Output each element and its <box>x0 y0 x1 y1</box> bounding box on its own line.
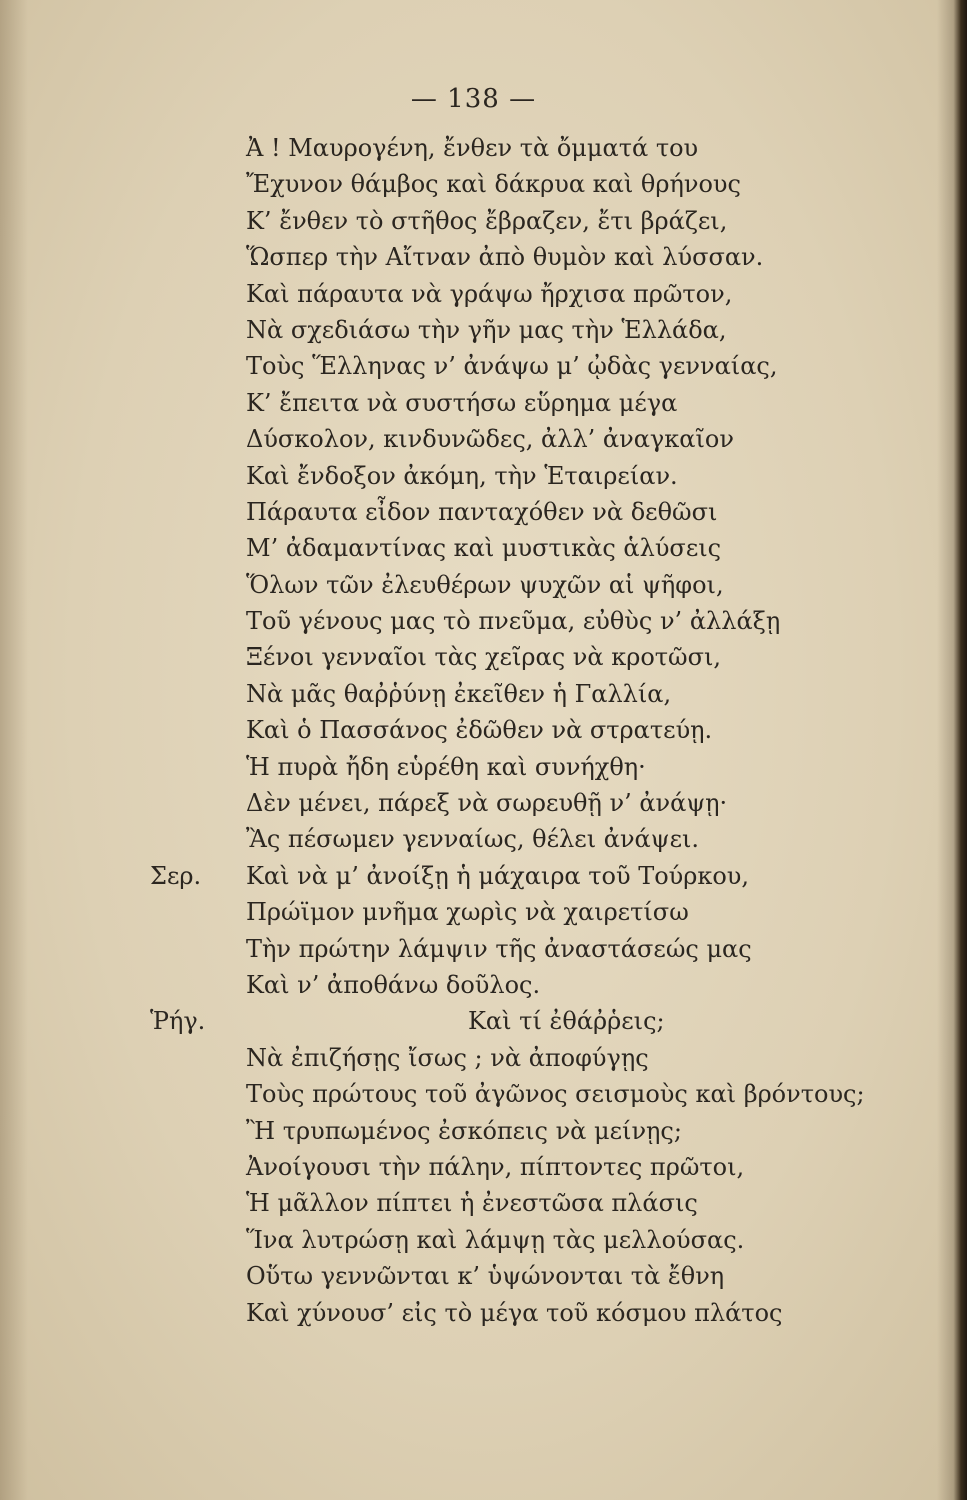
verse-line <box>150 858 840 894</box>
verse-line <box>150 1149 840 1185</box>
verse-text: Καὶ χύνουσ’ εἰς τὸ μέγα τοῦ κόσμου πλάτος <box>246 1298 783 1327</box>
verse-line <box>150 1113 840 1149</box>
verse-line <box>150 639 840 675</box>
verse-text: Τοῦ γένους μας τὸ πνεῦμα, εὐθὺς ν’ ἀλλάξῃ <box>246 607 781 636</box>
verse-text: Καὶ ἔνδοξον ἀκόμη, τὴν Ἑταιρείαν. <box>246 461 678 490</box>
verse-line <box>150 312 840 348</box>
verse-text: Ὥσπερ τὴν Αἴτναν ἀπὸ θυμὸν καὶ λύσσαν. <box>246 243 764 272</box>
verse-text: Ἀνοίγουσι τὴν πάλην, πίπτοντες πρῶτοι, <box>246 1152 745 1181</box>
verse-line <box>150 166 840 202</box>
page-number: — 138 — <box>410 84 537 114</box>
verse-text: Καὶ τί ἐθάῤῥεις; <box>468 1007 665 1036</box>
verse-line <box>150 530 840 566</box>
verse-line <box>150 1295 840 1331</box>
verse-line <box>150 1222 840 1258</box>
verse-text: Ἢ τρυπωμένος ἐσκόπεις νὰ μείνῃς; <box>246 1116 682 1145</box>
verse-text: Μ’ ἀδαμαντίνας καὶ μυστικὰς ἁλύσεις <box>246 534 722 563</box>
verse-line <box>150 1258 840 1294</box>
verse-text: Δὲν μένει, πάρεξ νὰ σωρευθῇ ν’ ἀνάψῃ· <box>246 789 728 818</box>
verse-line <box>150 603 840 639</box>
verse-text: Οὕτω γεννῶνται κ’ ὑψώνονται τὰ ἔθνη <box>246 1262 725 1291</box>
verse-line <box>150 130 840 166</box>
verse-line <box>150 203 840 239</box>
verse-text: Καὶ πάραυτα νὰ γράψω ἤρχισα πρῶτον, <box>246 279 733 308</box>
verse-text: Καὶ ν’ ἀποθάνω δοῦλος. <box>246 970 541 999</box>
verse-line <box>150 458 840 494</box>
verse-line <box>150 967 840 1003</box>
verse-line <box>150 785 840 821</box>
verse-line <box>150 1076 865 1112</box>
spine-shadow <box>0 0 28 1500</box>
verse-text: Νὰ σχεδιάσω τὴν γῆν μας τὴν Ἑλλάδα, <box>246 315 727 344</box>
verse-text: Πρώϊμον μνῆμα χωρὶς νὰ χαιρετίσω <box>246 898 689 927</box>
verse-text: Ἀ ! Μαυρογένη, ἔνθεν τὰ ὄμματά του <box>246 134 699 162</box>
verse-text: Ὅλων τῶν ἐλευθέρων ψυχῶν αἱ ψῆφοι, <box>246 570 724 599</box>
speaker-label: Ῥήγ. <box>150 1007 206 1036</box>
verse-text: Καὶ νὰ μ’ ἀνοίξῃ ἡ μάχαιρα τοῦ Τούρκου, <box>246 861 750 890</box>
verse-text: Τοὺς πρώτους τοῦ ἀγῶνος σεισμοὺς καὶ βρόντους; <box>246 1080 865 1109</box>
verse-text: Ἂς πέσωμεν γενναίως, θέλει ἀνάψει. <box>246 825 700 854</box>
verse-line <box>150 894 840 930</box>
verse-text: Ἔχυνον θάμβος καὶ δάκρυα καὶ θρήνους <box>246 170 741 199</box>
verse-text: Πάραυτα εἶδον πανταχόθεν νὰ δεθῶσι <box>246 497 718 526</box>
verse-text: Κ’ ἔπειτα νὰ συστήσω εὕρημα μέγα <box>246 388 678 417</box>
verse-line <box>150 1185 840 1221</box>
verse-line <box>150 567 840 603</box>
verse-line <box>150 676 840 712</box>
verse-text: Τοὺς Ἕλληνας ν’ ἀνάψω μ’ ᾠδὰς γενναίας, <box>246 352 778 381</box>
verse-text: Ἡ πυρὰ ἤδη εὑρέθη καὶ συνήχθη· <box>246 752 646 781</box>
verse-line <box>150 931 840 967</box>
verse-line <box>150 1040 840 1076</box>
verse-line <box>150 1003 840 1039</box>
verse-line <box>150 239 840 275</box>
verse-text-block <box>150 130 865 1331</box>
verse-text: Ἵνα λυτρώσῃ καὶ λάμψῃ τὰς μελλούσας. <box>246 1225 745 1254</box>
verse-text: Δύσκολον, κινδυνῶδες, ἀλλ’ ἀναγκαῖον <box>246 425 734 454</box>
verse-line <box>150 712 840 748</box>
verse-line <box>150 749 840 785</box>
verse-line <box>150 348 840 384</box>
page-edge <box>937 0 967 1500</box>
verse-line <box>150 421 840 457</box>
verse-text: Κ’ ἔνθεν τὸ στῆθος ἔβραζεν, ἔτι βράζει, <box>246 206 728 235</box>
verse-line <box>150 276 840 312</box>
speaker-label: Σερ. <box>150 861 202 890</box>
verse-line <box>150 821 840 857</box>
verse-line <box>150 385 840 421</box>
verse-text: Καὶ ὁ Πασσάνος ἐδῶθεν νὰ στρατεύῃ. <box>246 716 713 745</box>
verse-text: Ξένοι γενναῖοι τὰς χεῖρας νὰ κροτῶσι, <box>246 643 722 672</box>
verse-text: Τὴν πρώτην λάμψιν τῆς ἀναστάσεώς μας <box>246 934 752 963</box>
verse-text: Νὰ ἐπιζήσῃς ἴσως ; νὰ ἀποφύγῃς <box>246 1043 649 1072</box>
verse-line <box>150 494 840 530</box>
verse-text: Ἡ μᾶλλον πίπτει ἡ ἐνεστῶσα πλάσις <box>246 1189 698 1218</box>
verse-text: Νὰ μᾶς θαῤῥύνῃ ἐκεῖθεν ἡ Γαλλία, <box>246 679 672 708</box>
